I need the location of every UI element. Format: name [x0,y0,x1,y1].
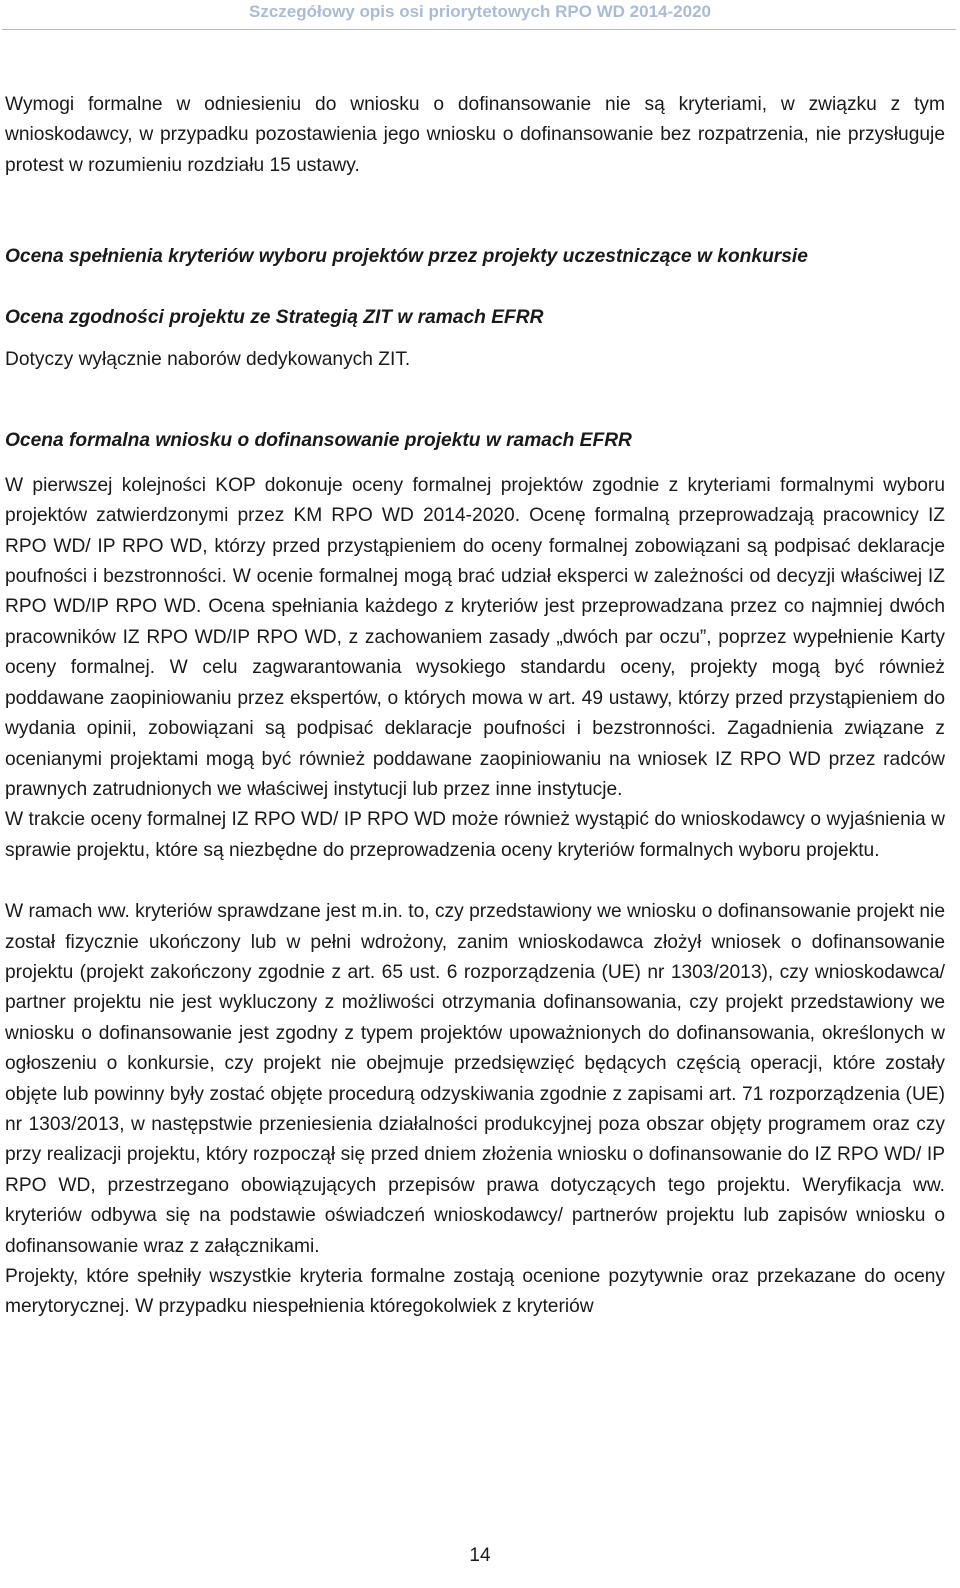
final-paragraph: Projekty, które spełniły wszystkie kryteria formalne zostają ocenione pozytywnie oraz przekazane do oceny merytorycznej. W przypadku niespełnienia któregokolwiek z kryteriów [5,1266,945,1318]
intro-paragraph: Wymogi formalne w odniesieniu do wniosku o dofinansowanie nie są kryteriami, w związku z tym wnioskodawcy, w przypadku pozostawienia jego wniosku o dofinansowanie bez rozpatrzenia, nie przysługuje protest w rozumieniu rozdziału 15 ustawy. [5,94,945,176]
formal-paragraph-2: W trakcie oceny formalnej IZ RPO WD/ IP RPO WD może również wystąpić do wnioskodawcy o wyjaśnienia w sprawie projektu, które są niezbędne do przeprowadzenia oceny kryteriów formalnych wyboru projektu. [5,809,945,861]
header-divider [2,29,956,30]
running-header: Szczegółowy opis osi priorytetowych RPO WD 2014-2020 [249,2,711,21]
page-number: 14 [469,1545,491,1566]
document-body [5,90,945,1323]
criteria-paragraph: W ramach ww. kryteriów sprawdzane jest m.in. to, czy przedstawiony we wniosku o dofinansowanie projekt nie został fizycznie ukończony lub w pełni wdrożony, zanim wnioskodawca złożył wniosek o dofinansowanie projektu (projekt zakończony zgodnie z art. 65 ust. 6 rozporządzenia (UE) nr 1303/2013), czy wnioskodawca/ partner projektu nie jest wykluczony z możliwości otrzymania dofinansowania, czy projekt przedstawiony we wniosku o dofinansowanie jest zgodny z typem projektów upoważnionych do dofinansowania, określonych w ogłoszeniu o konkursie, czy projekt nie obejmuje przedsięwzięć będących częścią operacji, które zostały objęte lub powinny były zostać objęte procedurą odzyskiwania zgodnie z zapisami art. 71 rozporządzenia (UE) nr 1303/2013, w następstwie przeniesienia działalności produkcyjnej poza obszar objęty programem oraz czy przy realizacji projektu, który rozpoczął się przed dniem złożenia wniosku o dofinansowanie do IZ RPO WD/ IP RPO WD, przestrzegano obowiązujących przepisów prawa dotyczących tego projektu. Weryfikacja ww. kryteriów odbywa się na podstawie oświadczeń wnioskodawcy/ partnerów projektu lub zapisów wniosku o dofinansowanie wraz z załącznikami. [5,901,945,1257]
zit-paragraph: Dotyczy wyłącznie naborów dedykowanych ZIT. [5,349,411,371]
heading-formal-evaluation: Ocena formalna wniosku o dofinansowanie projektu w ramach EFRR [5,430,632,452]
heading-criteria-evaluation: Ocena spełnienia kryteriów wyboru projektów przez projekty uczestniczące w konkursie [5,246,808,268]
heading-zit-compliance: Ocena zgodności projektu ze Strategią ZIT w ramach EFRR [5,306,544,328]
formal-paragraph-1: W pierwszej kolejności KOP dokonuje oceny formalnej projektów zgodnie z kryteriami formalnymi wyboru projektów zatwierdzonymi przez KM RPO WD 2014-2020. Ocenę formalną przeprowadzają pracownicy IZ RPO WD/ IP RPO WD, którzy przed przystąpieniem do oceny formalnej zobowiązani są podpisać deklaracje poufności i bezstronności. W ocenie formalnej mogą brać udział eksperci w zależności od decyzji właściwej IZ RPO WD/IP RPO WD. Ocena spełniania każdego z kryteriów jest przeprowadzana przez co najmniej dwóch pracowników IZ RPO WD/IP RPO WD, z zachowaniem zasady „dwóch par oczu”, poprzez wypełnienie Karty oceny formalnej. W celu zagwarantowania wysokiego standardu oceny, projekty mogą być również poddawane zaopiniowaniu przez ekspertów, o których mowa w art. 49 ustawy, którzy przed przystąpieniem do wydania opinii, zobowiązani są podpisać deklaracje poufności i bezstronności. Zagadnienia związane z ocenianymi projektami mogą być również poddawane zaopiniowaniu na wniosek IZ RPO WD przez radców prawnych zatrudnionych we właściwej instytucji lub przez inne instytucje. [5,474,945,800]
